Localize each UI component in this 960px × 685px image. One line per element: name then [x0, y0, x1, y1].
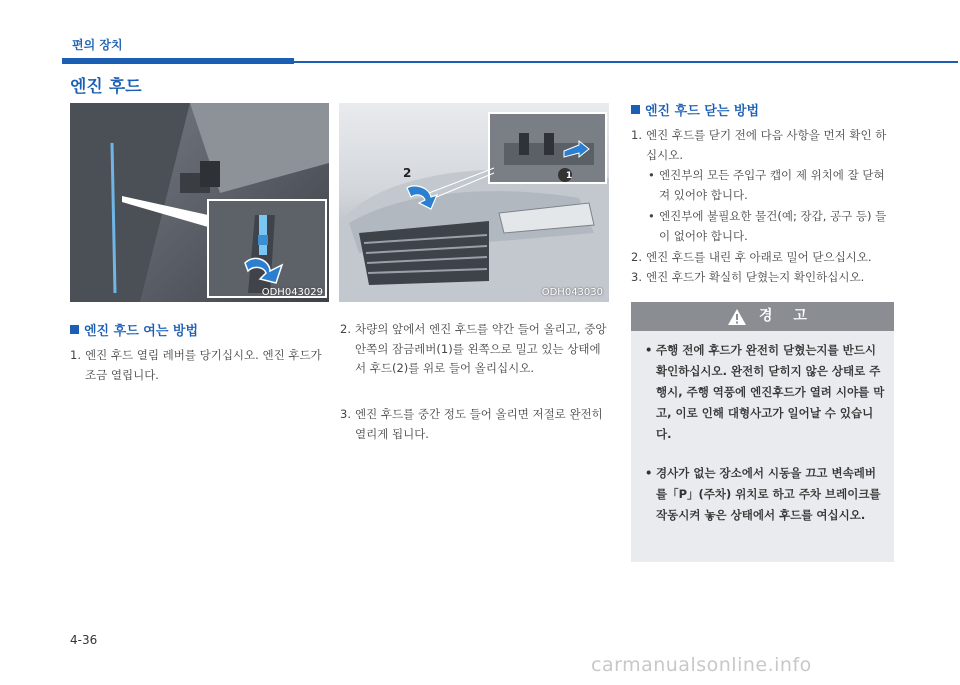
car-front-illustration: [339, 103, 609, 302]
header-bar: [62, 58, 294, 64]
open-step-1: 1. 엔진 후드 열림 레버를 당기십시오. 엔진 후드가 조금 열립니다.: [70, 348, 322, 382]
open-step-2: 2. 차량의 앞에서 엔진 후드를 약간 들어 올리고, 중앙 안쪽의 잠금레버(1)를 왼쪽으로 밀고 있는 상태에서 후드(2)를 위로 들어 올리십시오.: [340, 322, 607, 375]
close-heading: 엔진 후드 닫는 방법: [631, 100, 759, 119]
warning-triangle-icon: [727, 308, 747, 326]
open-heading: 엔진 후드 여는 방법: [70, 320, 198, 339]
car-front-hood-photo: [339, 103, 609, 302]
watermark: carmanualsonline.info: [591, 654, 812, 676]
close-bullet-1: • 엔진부의 모든 주입구 캡이 제 위치에 잘 닫혀져 있어야 합니다.: [648, 168, 885, 202]
header-rule: [294, 61, 958, 63]
close-step-3: 3. 엔진 후드가 확실히 닫혔는지 확인하십시오.: [631, 270, 865, 284]
warning-box: [631, 302, 894, 562]
figure-code: ODH043030: [541, 287, 603, 298]
figure-code: ODH043029: [261, 287, 323, 298]
section-label: 편의 장치: [72, 38, 123, 52]
hood-release-lever-illustration: [70, 103, 329, 302]
marker-1: 1: [565, 171, 573, 181]
page-title: 엔진 후드: [70, 77, 142, 97]
square-bullet-icon: [631, 105, 640, 114]
close-step-1: 1. 엔진 후드를 닫기 전에 다음 사항을 먼저 확인 하십시오.: [631, 128, 887, 162]
close-bullet-2: • 엔진부에 불필요한 물건(예; 장갑, 공구 등) 들이 없어야 합니다.: [648, 209, 887, 243]
open-step-3: 3. 엔진 후드를 중간 정도 들어 올리면 저절로 완전히 열리게 됩니다.: [340, 407, 603, 441]
close-step-2: 2. 엔진 후드를 내린 후 아래로 밀어 닫으십시오.: [631, 250, 872, 264]
hood-release-lever-photo: [70, 103, 329, 302]
warning-header: [631, 302, 894, 331]
warning-item-1: • 주행 전에 후드가 완전히 닫혔는지를 반드시 확인하십시오. 완전히 닫히지 않은 상태로 주행시, 주행 역풍에 엔진후드가 열려 시야를 막고, 이로 인해 대형사고가 일어날 수 있습니다.: [645, 343, 885, 441]
square-bullet-icon: [70, 325, 79, 334]
warning-title: 경 고: [759, 308, 815, 324]
page-number: 4-36: [70, 633, 98, 647]
warning-item-2: • 경사가 없는 장소에서 시동을 끄고 변속레버를「P」(주차) 위치로 하고 주차 브레이크를 작동시켜 놓은 상태에서 후드를 여십시오.: [645, 466, 881, 522]
marker-2: 2: [403, 166, 412, 180]
